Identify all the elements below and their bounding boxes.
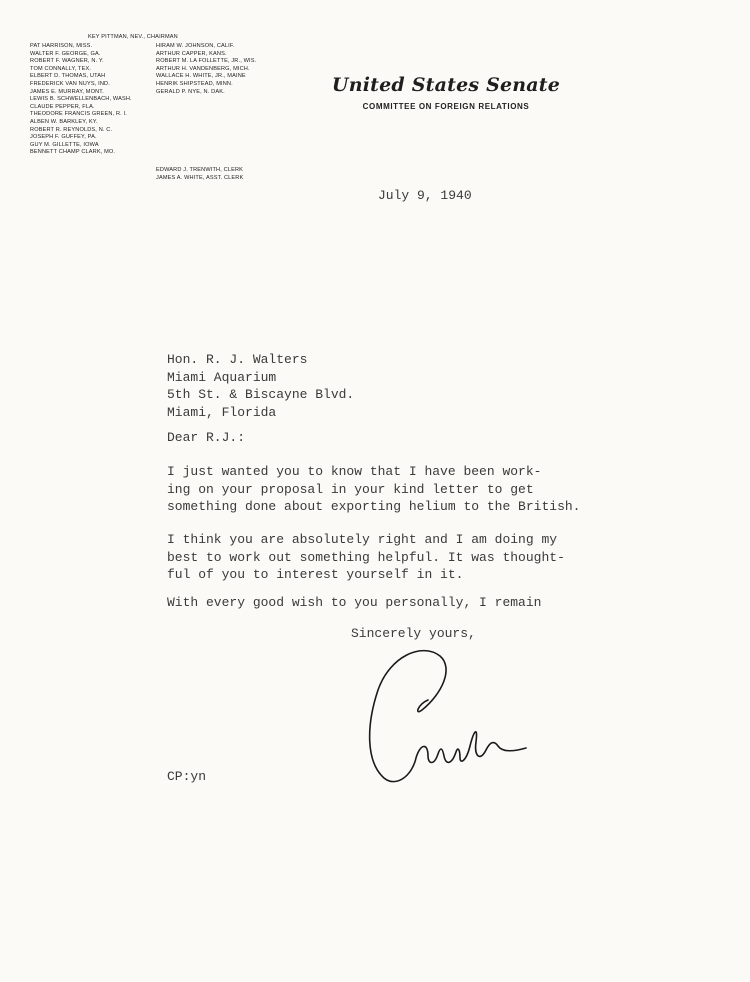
member-name: WALTER F. GEORGE, GA. — [30, 50, 101, 57]
handwritten-signature — [362, 638, 542, 788]
paragraph-line: ing on your proposal in your kind letter to get — [167, 481, 534, 497]
recipient-address — [167, 351, 354, 421]
member-name: JOSEPH F. GUFFEY, PA. — [30, 134, 97, 141]
address-line: Hon. R. J. Walters — [167, 352, 308, 367]
clerks-list — [156, 167, 243, 182]
chairman-line: KEY PITTMAN, NEV., CHAIRMAN — [88, 34, 178, 40]
paragraph-line: something done about exporting helium to the British. — [167, 499, 581, 515]
member-name: PAT HARRISON, MISS. — [30, 43, 93, 49]
clerk-name: JAMES A. WHITE, ASST. CLERK — [156, 174, 244, 181]
senate-title: United States Senate — [331, 74, 561, 96]
body-paragraph-1 — [167, 463, 580, 516]
committee-members-list — [30, 34, 280, 184]
member-name: ELBERT D. THOMAS, UTAH — [30, 73, 106, 80]
members-right-column — [156, 43, 256, 96]
member-name: ARTHUR H. VANDENBERG, MICH. — [156, 65, 250, 72]
member-name: JAMES E. MURRAY, MONT. — [30, 88, 104, 95]
address-line: 5th St. & Biscayne Blvd. — [167, 387, 355, 402]
member-name: ROBERT F. WAGNER, N. Y. — [30, 58, 104, 65]
members-left-column — [30, 43, 132, 157]
member-name: ROBERT M. LA FOLLETTE, JR., WIS. — [156, 58, 257, 65]
committee-name: COMMITTEE ON FOREIGN RELATIONS — [362, 102, 530, 111]
closing: Sincerely yours, — [351, 626, 476, 641]
member-name: WALLACE H. WHITE, JR., MAINE — [156, 73, 246, 80]
member-name: TOM CONNALLY, TEX. — [30, 65, 92, 72]
paragraph-line: I think you are absolutely right and I am doing my — [167, 532, 558, 547]
paragraph-line: best to work out something helpful. It was thought- — [167, 549, 565, 565]
member-name: GUY M. GILLETTE, IOWA — [30, 141, 99, 148]
paragraph-line: I just wanted you to know that I have been work- — [167, 464, 542, 479]
member-name: LEWIS B. SCHWELLENBACH, WASH. — [30, 96, 132, 103]
letter-date: July 9, 1940 — [378, 188, 472, 203]
member-name: HENRIK SHIPSTEAD, MINN. — [156, 80, 233, 87]
address-line: Miami, Florida — [167, 404, 277, 420]
salutation: Dear R.J.: — [167, 430, 246, 445]
paragraph-line: ful of you to interest yourself in it. — [167, 567, 464, 583]
letterhead — [318, 74, 574, 111]
member-name: ARTHUR CAPPER, KANS. — [156, 50, 227, 57]
address-line: Miami Aquarium — [167, 369, 277, 385]
member-name: HIRAM W. JOHNSON, CALIF. — [156, 43, 235, 49]
member-name: THEODORE FRANCIS GREEN, R. I. — [30, 111, 127, 118]
clerk-name: EDWARD J. TRENWITH, CLERK — [156, 167, 244, 173]
member-name: ROBERT R. REYNOLDS, N. C. — [30, 126, 113, 133]
typist-initials: CP:yn — [167, 769, 207, 784]
member-name: ALBEN W. BARKLEY, KY. — [30, 118, 98, 125]
body-paragraph-3: With every good wish to you personally, I remain — [167, 595, 542, 610]
body-paragraph-2 — [167, 531, 565, 584]
member-name: FREDERICK VAN NUYS, IND. — [30, 80, 110, 87]
member-name: GERALD P. NYE, N. DAK. — [156, 88, 225, 95]
member-name: BENNETT CHAMP CLARK, MO. — [30, 149, 116, 156]
member-name: CLAUDE PEPPER, FLA. — [30, 103, 95, 110]
